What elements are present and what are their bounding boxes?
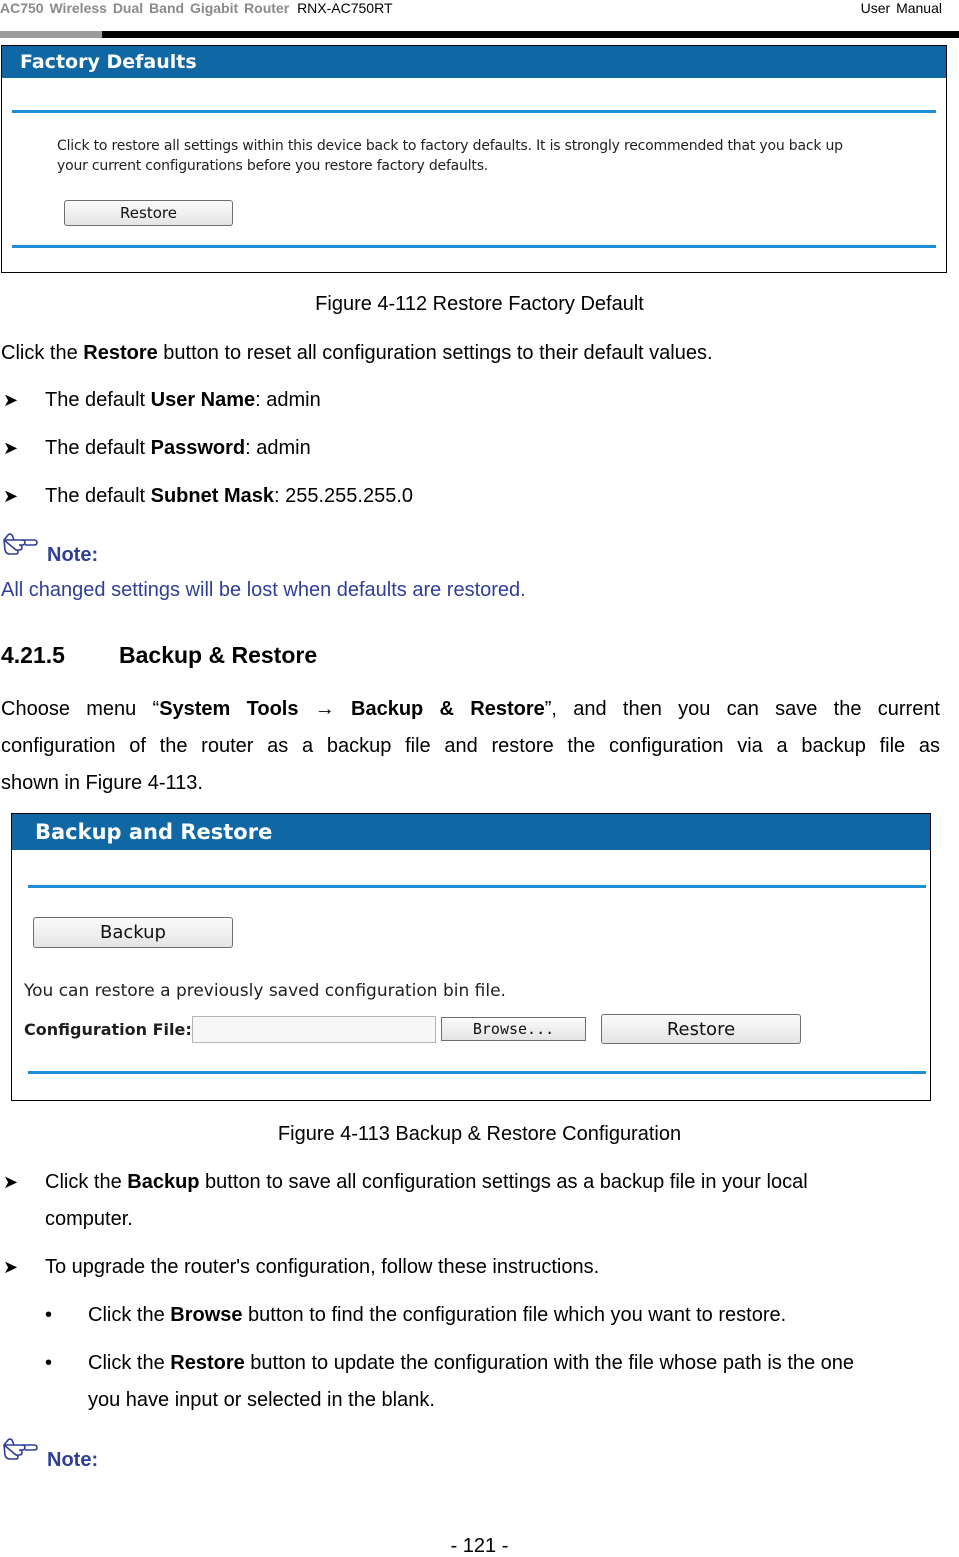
text-run: The default [45, 485, 151, 507]
text-run-bold: Restore [83, 342, 158, 364]
section-title: Backup & Restore [119, 642, 318, 668]
section-number: 4.21.5 [1, 642, 65, 668]
sub-list-item-line: you have input or selected in the blank. [88, 1389, 435, 1411]
header-model: RNX-AC750RT [297, 0, 393, 16]
factory-defaults-screenshot [1, 45, 947, 273]
text-run-bold: Subnet Mask [150, 485, 274, 507]
text-run: button to save all configuration settings as a backup file in your local [199, 1171, 808, 1193]
figure-112-caption: Figure 4-112 Restore Factory Default [315, 293, 644, 315]
sub-bullet: • [45, 1352, 53, 1374]
text-run: Click the [1, 342, 84, 364]
text-run: Choose menu “ [1, 698, 160, 720]
factory-defaults-description [57, 136, 843, 176]
restore-button[interactable]: Restore [64, 200, 233, 226]
list-bullet: ➤ [3, 390, 19, 410]
text-run: : admin [245, 437, 311, 459]
list-item-line: computer. [45, 1208, 133, 1230]
panel-divider [28, 1071, 926, 1074]
sub-list-item [88, 1351, 854, 1375]
section-intro-line [1, 697, 940, 721]
list-item [45, 436, 311, 460]
text-run-bold: Browse [170, 1304, 243, 1326]
panel-divider [12, 245, 936, 248]
text-run-bold: Restore [170, 1352, 245, 1374]
header-manual-label: User Manual [860, 0, 942, 16]
pointing-hand-icon [2, 1436, 38, 1460]
header-rule-black [102, 31, 959, 38]
backup-restore-screenshot [11, 813, 931, 1101]
text-run: : 255.255.255.0 [273, 485, 413, 507]
text-run: Click the [45, 1171, 128, 1193]
panel-divider [28, 885, 926, 888]
text-run: Click the [88, 1304, 171, 1326]
description-line: Click to restore all settings within this device back to factory defaults. It is strongly recommended that you back up [57, 138, 843, 154]
restore-config-button[interactable]: Restore [601, 1014, 801, 1044]
text-run: button to reset all configuration settings to their default values. [157, 342, 713, 364]
text-run: button to find the configuration file which you want to restore. [242, 1304, 787, 1326]
list-bullet: ➤ [3, 438, 19, 458]
description-line: your current configurations before you restore factory defaults. [57, 158, 489, 174]
list-item [45, 484, 413, 508]
list-bullet: ➤ [3, 1257, 19, 1277]
list-bullet: ➤ [3, 1172, 19, 1192]
figure-113-caption: Figure 4-113 Backup & Restore Configuration [277, 1123, 682, 1145]
running-header-left [0, 0, 393, 16]
sub-list-item [88, 1303, 786, 1327]
header-brand: AC750 Wireless Dual Band Gigabit Router [0, 0, 290, 16]
text-run-bold: Password [150, 437, 246, 459]
factory-defaults-title: Factory Defaults [2, 46, 946, 78]
restore-instruction-text: You can restore a previously saved configuration bin file. [24, 981, 506, 1001]
header-rule-gray [0, 31, 102, 38]
text-run-bold: User Name [150, 389, 256, 411]
text-run: The default [45, 437, 151, 459]
list-item [45, 388, 321, 412]
text-run: The default [45, 389, 151, 411]
note-label: Note: [47, 1449, 99, 1471]
text-run: button to update the configuration with the file whose path is the one [244, 1352, 855, 1374]
config-file-input[interactable] [192, 1016, 436, 1043]
note-text: All changed settings will be lost when defaults are restored. [1, 579, 526, 601]
pointing-hand-icon [2, 531, 38, 555]
section-intro-line: configuration of the router as a backup file and restore the configuration via a backup file as [1, 735, 940, 757]
browse-button[interactable]: Browse... [441, 1017, 586, 1041]
list-item-line [45, 1170, 945, 1194]
section-intro-line: shown in Figure 4-113. [1, 772, 203, 794]
text-run-bold: System Tools → Backup & Restore [159, 698, 545, 720]
list-item [45, 1170, 945, 1194]
panel-divider [12, 110, 936, 113]
config-file-label: Configuration File: [24, 1020, 192, 1039]
list-bullet: ➤ [3, 486, 19, 506]
restore-intro-paragraph [1, 341, 713, 365]
list-item: To upgrade the router's configuration, follow these instructions. [45, 1256, 600, 1278]
sub-bullet: • [45, 1304, 53, 1326]
text-run-bold: Backup [127, 1171, 200, 1193]
text-run: Click the [88, 1352, 171, 1374]
backup-restore-title: Backup and Restore [12, 814, 930, 850]
note-label: Note: [47, 544, 99, 566]
page-number: - 121 - [450, 1535, 509, 1557]
text-run: ”, and then you can save the current [544, 698, 940, 720]
backup-button[interactable]: Backup [33, 917, 233, 948]
text-run: : admin [255, 389, 321, 411]
